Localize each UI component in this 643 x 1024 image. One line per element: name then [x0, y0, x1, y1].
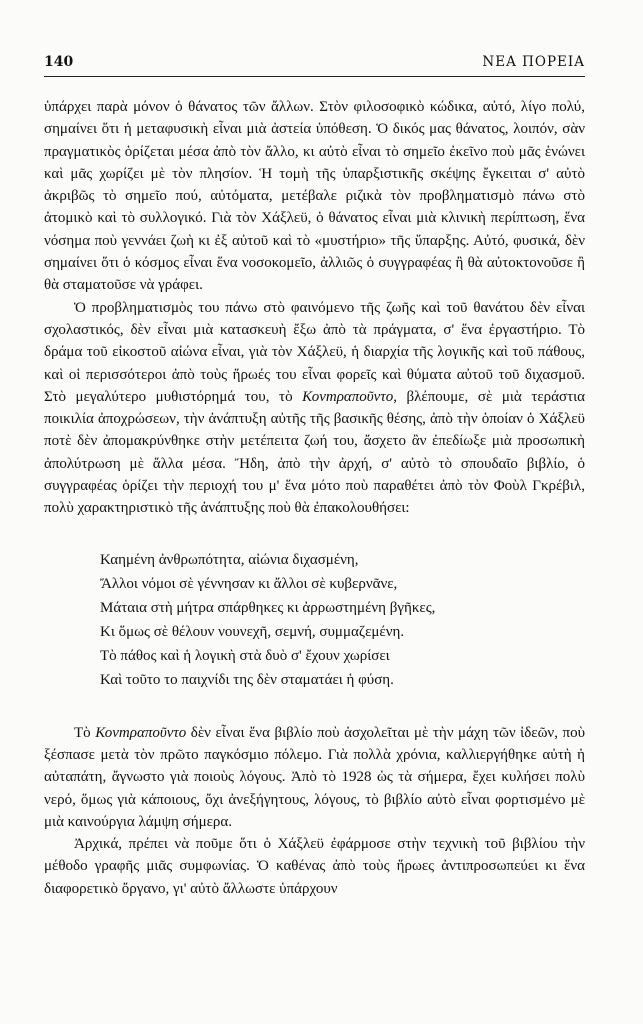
paragraph-1-text: ὑπάρχει παρὰ μόνον ὁ θάνατος τῶν ἄλλων. Στὸν φιλοσοφικὸ κώδικα, αὐτό, λίγο πολύ, σημαίνει ὅτι ἡ μεταφυσικὴ εἶναι μιὰ ἀστεία ὑπόθεση. Ὁ δικός μας θάνατος, λοιπόν, σὰν πραγματικὸς ὁρίζεται μέσα ἀπὸ τὸν ἄλλο, κι αὐτὸ εἶναι τὸ σημεῖο ἐκεῖνο ποὺ μᾶς ἑνώνει καὶ μᾶς χωρίζει μὲ τὸν πλησίον. Ἡ τομὴ τῆς ὑπαρξιστικῆς σκέψης ἔγκειται σ' αὐτὸ ἀκριβῶς τὸ σημεῖο πού, αὐτόματα, μετέβαλε ριζικὰ τὸν προβληματισμὸ πάνω στὸ ἀτομικὸ καὶ τὸ συλλογικό. Γιὰ τὸν Χάξλεϋ, ὁ θάνατος εἶναι μιὰ κλινικὴ περίπτωση, ἕνα νόσημα ποὺ γεννάει ζωὴ κι ἐξ αὐτοῦ καὶ τὸ «μυστήριο» τῆς ὕπαρξης. Αὐτό, φυσικά, δὲν σημαίνει ὅτι ὁ κόσμος εἶναι ἕνα νοσοκομεῖο, ἀλλιῶς ὁ συγγραφέας ἢ θὰ αὐτοκτονοῦσε ἢ θὰ σταματοῦσε νὰ γράφει.: [44, 99, 585, 294]
page-number: 140: [44, 54, 74, 70]
page-header: [44, 52, 585, 77]
paragraph-2-text-b: , βλέπουμε, σὲ μιὰ τεράστια ποικιλία ἀποχρώσεων, τὴν ἀνάπτυξη αὐτῆς τῆς βασικῆς θέσης, ἀπὸ τὴν ὁποίαν ὁ Χάξλεϋ ποτὲ δὲν ἀπομακρύνθηκε στὴν μετέπειτα ζωή του, ἄσχετο ἂν ἐπεδίωξε μιὰ προσωπικὴ ἀπολύτρωση μὲ ἄλλα μέσα. Ἤδη, ἀπὸ τὴν ἀρχή, σ' αὐτὸ τὸ σπουδαῖο βιβλίο, ὁ συγγραφέας ὁρίζει τὴν περιοχή του μ' ἕνα μότο ποὺ παραθέτει ἀπὸ τὸν Φοὺλ Γκρέβιλ, πολὺ χαρακτηριστικὸ τῆς ἀνάπτυξης ποὺ θὰ ἐπακολουθήσει:: [44, 388, 585, 517]
paragraph-2-text-a: Ὁ προβληματισμὸς του πάνω στὸ φαινόμενο τῆς ζωῆς καὶ τοῦ θανάτου δὲν εἶναι σχολαστικός, δὲν εἶναι μιὰ κατασκευὴ ἔξω ἀπὸ τὰ πράγματα, σ' ἕνα ἐργαστήριο. Τὸ δράμα τοῦ εἰκοστοῦ αἰώνα εἶναι, γιὰ τὸν Χάξλεϋ, ἡ διαρχία τῆς λογικῆς καὶ τοῦ πάθους, καὶ οἱ περισσότεροι ἀπὸ τοὺς ἥρωές του εἶναι φορεῖς καὶ θύματα αὐτοῦ τοῦ διχασμοῦ. Στὸ μεγαλύτερο μυθιστόρημά του, τὸ: [44, 299, 585, 405]
poem-line-3: Μάταια στὴ μήτρα σπάρθηκες κι ἀρρωστημένη βγῆκες,: [100, 599, 436, 616]
body-text: [44, 96, 585, 900]
paragraph-1: [44, 96, 585, 297]
poem-line-5: Τὸ πάθος καὶ ἡ λογικὴ στὰ δυὸ σ' ἔχουν χωρίσει: [100, 647, 390, 664]
poem-line-1: Καημένη ἀνθρωπότητα, αἰώνια διχασμένη,: [100, 551, 359, 568]
poem-line-2: Ἄλλοι νόμοι σὲ γέννησαν κι ἄλλοι σὲ κυβερνᾶνε,: [100, 575, 398, 592]
lower-text-block: [44, 722, 585, 900]
poem-line-6: Καὶ τοῦτο το παιχνίδι της δὲν σταματάει ἡ φύση.: [100, 671, 394, 688]
paragraph-4-text: Ἀρχικά, πρέπει νὰ ποῦμε ὅτι ὁ Χάξλεϋ ἐφάρμοσε στὴν τεχνικὴ τοῦ βιβλίου τὴν μέθοδο γραφῆς μιᾶς συμφωνίας. Ὁ καθένας ἀπὸ τοὺς ἥρωες ἀντιπροσωπεύει κι ἕνα διαφορετικὸ ὄργανο, γι' αὐτὸ ἄλλωστε ὑπάρχουν: [44, 836, 585, 897]
paragraph-3-text-b: δὲν εἶναι ἕνα βιβλίο ποὺ ἀσχολεῖται μὲ τὴν μάχη τῶν ἰδεῶν, ποὺ ξέσπασε μετὰ τὸν πρῶτο παγκόσμιο πόλεμο. Γιὰ πολλὰ χρόνια, καλλιεργήθηκε αὐτὴ ἡ αὐταπάτη, ἄγνωστο γιὰ ποιοὺς λόγους. Ἀπὸ τὸ 1928 ὡς τὰ σήμερα, ἔχει κυλήσει πολὺ νερό, ὅμως γιὰ κάποιους, ὄχι ἀνεξήγητους, λόγους, τὸ βιβλίο αὐτὸ εἶναι φορτισμένο μὲ μιὰ καινούργια λάμψη σήμερα.: [44, 724, 585, 830]
paragraph-3-text-a: Τὸ: [74, 724, 96, 741]
paragraph-3: [44, 722, 585, 833]
book-title-italic: Κονтραποῦντο: [302, 388, 394, 405]
epigraph-poem: [100, 548, 585, 692]
paragraph-4: [44, 833, 585, 900]
running-head: ΝΕΑ ΠΟΡΕΙΑ: [482, 54, 585, 70]
book-title-italic-2: Κονтραποῦντο: [95, 724, 187, 741]
paragraph-2: [44, 297, 585, 520]
poem-line-4: Κι ὅμως σὲ θέλουν νουνεχῆ, σεμνή, συμμαζεμένη.: [100, 623, 405, 640]
